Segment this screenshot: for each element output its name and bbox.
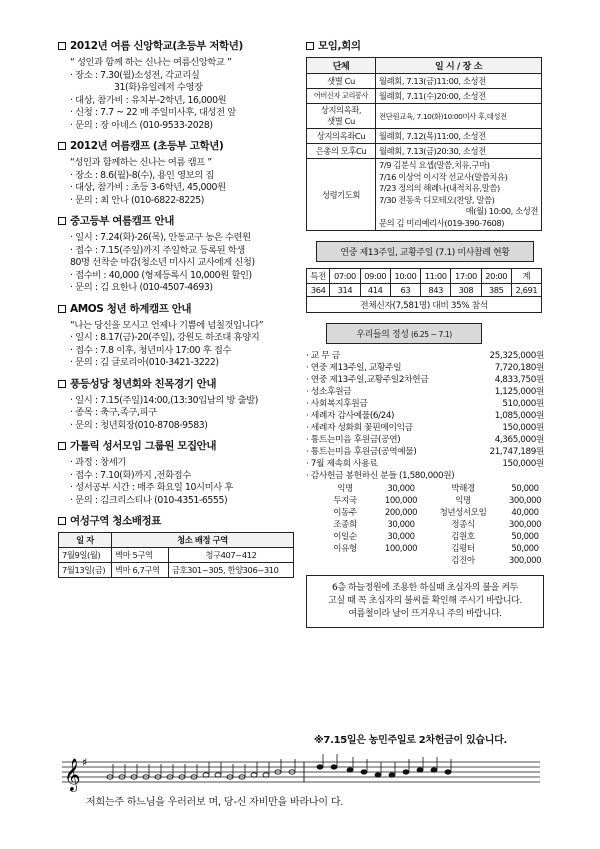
- offering-item: [306, 422, 544, 434]
- offering-item: [306, 458, 544, 470]
- note-head: [263, 773, 269, 777]
- donor-name: 조종희: [333, 519, 357, 530]
- info-line: · 문의 : 김 글로리아(010-3421-3222): [70, 357, 219, 368]
- offering-item: [306, 362, 544, 374]
- donor-amount: 50,000: [511, 543, 539, 554]
- offering-amount: 4,833,750원: [494, 375, 544, 385]
- offering-title: 우리들의 정성: [356, 330, 409, 340]
- offering-amount: 7,720,180원: [494, 363, 544, 373]
- table-row: [59, 548, 294, 563]
- note-head: [361, 770, 367, 774]
- table-cell: [307, 104, 376, 129]
- info-line: · 문의 : 청년회장(010-8708-9583): [70, 419, 208, 431]
- section-title: [58, 438, 298, 453]
- donor-list: [318, 483, 544, 567]
- offering-label: · 연중 제13주일,교황주일2차헌금: [306, 375, 429, 385]
- table-cell: 청구407~412: [168, 548, 293, 563]
- square-bullet-icon: [306, 42, 314, 50]
- donor-amount: 30,000: [387, 531, 415, 542]
- note-head: [445, 770, 451, 774]
- note-head: [215, 773, 221, 777]
- schedule-line: 7/23 정의의 해례나(내적치유,말씀): [379, 183, 500, 193]
- table-cell: 샛별 Cu: [307, 74, 376, 89]
- donor-name: 박해경: [451, 483, 475, 494]
- table-cell: 월례회, 7.12(목)11:00, 소성전: [376, 129, 542, 144]
- offering-item: [306, 434, 544, 446]
- notice-box: [306, 575, 544, 628]
- info-line: · 접수 : 7.10(화)까지 ,전화접수: [70, 469, 191, 481]
- table-cell: 월례회, 7.11(수)20:00, 소성전: [376, 89, 542, 104]
- offering-amount: 1,085,000원: [494, 411, 544, 421]
- donor-amount: 50,000: [511, 483, 539, 494]
- table-row: [307, 269, 542, 284]
- section-title: [58, 213, 298, 228]
- schedule-line: 문의 김 미리예리사(019-390-7608): [379, 217, 505, 228]
- offering-label: · 통트는미음 후원금(공역예물): [306, 447, 417, 457]
- info-line: · 성서공부 시간 : 매주 화요일 10시미사 후: [70, 482, 233, 493]
- table-cell: 전체신자(7,581명) 대비 35% 참석: [307, 297, 542, 313]
- table-cell: 314: [330, 284, 360, 297]
- table-cell: 벽마 6,7구역: [112, 563, 169, 578]
- note-head: [403, 770, 409, 774]
- table-cell: 벽마 5구역: [112, 548, 169, 563]
- notice-line: 6층 하늘정원에 조용한 하실때 초심자의 불을 켜두: [332, 582, 518, 593]
- table-header-cell: 07:00: [330, 269, 360, 284]
- section-slogan: “나는 당신을 모시고 언제나 기쁨에 넘칠것입니다”: [70, 319, 264, 331]
- info-line: · 과정 : 창세기: [70, 457, 126, 468]
- left-column: [58, 38, 298, 578]
- square-bullet-icon: [58, 42, 66, 50]
- donor-amount: 30,000: [387, 483, 415, 494]
- offering-amount: 510,000원: [502, 399, 544, 409]
- info-line: · 일시 : 7.24(화)-26(목), 안동교구 농은 수련원: [70, 232, 251, 243]
- info-line: · 대상, 참가비 : 초등 3-6학년, 45,000원: [70, 182, 226, 193]
- square-bullet-icon: [58, 517, 66, 525]
- info-line: · 대상, 참가비 : 유치부-2학년, 16,000원: [70, 94, 227, 106]
- offering-item: [306, 446, 544, 458]
- info-line: · 접수비 : 40,000 (형제등록시 10,000원 할인): [70, 269, 252, 281]
- section-title: [58, 513, 298, 528]
- mass-attendance-table: [306, 268, 542, 313]
- table-cell: 전단원교육, 7.10(화)10:00미사 후,대성전: [376, 104, 542, 129]
- donor-name: 익명: [455, 495, 471, 506]
- offering-amount: 4,365,000원: [494, 435, 544, 445]
- donor-name: 이동주: [333, 507, 357, 518]
- section-title: [58, 38, 298, 53]
- offering-item: [306, 386, 544, 398]
- notice-line: 여름철이라 날이 뜨거우니 주의 바랍니다.: [348, 608, 502, 619]
- table-cell: 63: [390, 284, 420, 297]
- table-header-cell: 10:00: [390, 269, 420, 284]
- table-cell: 월례회, 7.13(금)20:30, 소성전: [376, 144, 542, 159]
- notice-line: 고실 때 꼭 초심자의 불씨를 확인해 주시기 바랍니다.: [328, 595, 522, 606]
- info-line: · 일시 : 8.17(금)-20(주일), 강원도 하조대 휴양지: [70, 332, 260, 343]
- info-line: 31(화)유일레저 수영장: [114, 82, 203, 93]
- offering-range: (6.25 ~ 7.1): [410, 330, 452, 339]
- table-cell: 308: [451, 284, 481, 297]
- section-title-text: 2012년 여름 신앙학교(초등부 저학년): [70, 40, 243, 52]
- cleaning-table: [58, 532, 294, 578]
- schedule-line: 7/30 전동욱 디모테오(찬양, 말씀): [379, 194, 495, 205]
- table-header-cell: 계: [511, 269, 541, 284]
- note-head: [417, 768, 423, 772]
- donor-name: 김원호: [451, 531, 475, 542]
- table-header-cell: 17:00: [451, 269, 481, 284]
- table-header: 청소 배정 구역: [112, 533, 294, 548]
- table-cell: 은총의 모후Cu: [307, 144, 376, 159]
- note-head: [347, 768, 353, 772]
- group-name: 샛별 Cu: [327, 116, 355, 126]
- offering-label: · 연중 제13주일, 교황주일: [306, 363, 402, 373]
- table-header-cell: 20:00: [481, 269, 511, 284]
- section-title-text: 여성구역 청소배정표: [70, 515, 161, 527]
- section-title-text: 중고등부 여름캠프 안내: [70, 215, 174, 227]
- offering-item: [306, 374, 544, 386]
- info-line: · 종목 : 축구,족구,피구: [70, 407, 157, 418]
- sharp-icon: ♯: [82, 756, 88, 769]
- donor-row: [318, 543, 544, 555]
- table-row: [307, 89, 542, 104]
- table-cell: 상지의옥좌Cu: [307, 129, 376, 144]
- right-column: [306, 38, 544, 628]
- music-notes: [107, 754, 451, 782]
- donor-amount: [372, 555, 430, 567]
- offering-label: · 7월 제속회 사용료: [306, 459, 378, 469]
- section-title: [58, 376, 298, 391]
- square-bullet-icon: [58, 305, 66, 313]
- schedule-line: 매(월) 10:00, 소성전: [465, 206, 538, 216]
- schedule-line: 7/9 김분식 요셉(말씀,치유,구마): [379, 160, 490, 170]
- donor-row: [318, 483, 544, 495]
- treble-clef-icon: 𝄞: [64, 758, 81, 791]
- table-cell: 7월13일(금): [59, 563, 112, 578]
- offering-label: · 통트는미음 후원금(공연): [306, 435, 401, 445]
- table-header-cell: 09:00: [360, 269, 390, 284]
- table-cell: 7월9일(월): [59, 548, 112, 563]
- offering-banner: [326, 323, 482, 344]
- donor-amount: 30,000: [387, 519, 415, 530]
- note-head: [431, 768, 437, 772]
- info-line: 80명 선착순 마감(청소년 미사시 교사에게 신청): [70, 257, 255, 268]
- section-title: [306, 38, 544, 53]
- table-row: [307, 129, 542, 144]
- table-row: [307, 284, 542, 297]
- info-line: · 문의 : 김 요한나 (010-4507-4693): [70, 282, 213, 293]
- donor-name: 두지국: [333, 495, 357, 506]
- donor-amount: 50,000: [511, 531, 539, 542]
- section-title-text: AMOS 청년 하계캠프 안내: [70, 302, 192, 315]
- info-line: · 접수 : 7.8 이후, 청년미사 17:00 후 접수: [70, 344, 232, 356]
- info-line: · 문의 : 최 안나 (010-6822-8225): [70, 194, 204, 206]
- table-cell: 2,691: [511, 284, 541, 297]
- offering-amount: 1,125,000원: [494, 387, 544, 397]
- offering-amount: 150,000원: [502, 423, 544, 433]
- section-title-text: 풍등성당 청년회와 친목경기 안내: [70, 377, 217, 390]
- section-title-text: 모임,회의: [318, 40, 361, 52]
- note-head: [251, 773, 257, 777]
- table-cell: [376, 159, 542, 231]
- note-head: [331, 765, 337, 769]
- offering-label: · 성소후원금: [306, 387, 352, 397]
- donor-name: 청년성서모임: [439, 507, 487, 518]
- table-cell: 어버신자 교리봉사: [307, 89, 376, 104]
- table-header: 일 자: [59, 533, 112, 548]
- square-bullet-icon: [58, 442, 66, 450]
- donor-amount: 200,000: [384, 507, 418, 518]
- offering-list: [306, 350, 544, 470]
- donor-name: 정종식: [451, 519, 475, 530]
- offering-label: · 세례자 성화회 꽃핀메이익금: [306, 423, 413, 433]
- info-line: · 접수 : 7.15(주일)까지 주일학교 등록된 학생: [70, 244, 245, 256]
- donor-amount: 300,000: [508, 495, 542, 506]
- donor-name: 익명: [337, 483, 353, 494]
- thanks-line: · 감사헌금 봉헌하신 분들 (1,580,000원): [306, 471, 455, 481]
- section-title-text: 2012년 여름캠프 (초등부 고학년): [70, 140, 224, 152]
- donor-row: [318, 555, 544, 567]
- donor-amount: 300,000: [508, 519, 542, 530]
- donor-amount: 100,000: [384, 495, 418, 506]
- note-head: [317, 765, 323, 769]
- donor-amount: 100,000: [384, 543, 418, 554]
- section-slogan: “성인과 함께하는 신나는 여름 캠프 ”: [70, 157, 212, 168]
- offering-item: [306, 410, 544, 422]
- donor-row: [318, 495, 544, 507]
- offering-amount: 150,000원: [502, 459, 544, 469]
- table-row: [307, 144, 542, 159]
- offering-item: [306, 350, 544, 362]
- square-bullet-icon: [58, 217, 66, 225]
- donor-name: [318, 555, 372, 567]
- square-bullet-icon: [58, 142, 66, 150]
- table-cell: 843: [421, 284, 451, 297]
- table-cell: 364: [307, 284, 330, 297]
- donor-amount: 40,000: [511, 507, 539, 518]
- offering-label: · 세례자 감사예물(6/24): [306, 411, 395, 421]
- table-cell: 금호301~305, 한양306~310: [168, 563, 293, 578]
- offering-item: [306, 398, 544, 410]
- table-header-cell: 11:00: [421, 269, 451, 284]
- note-head: [375, 773, 381, 777]
- info-line: · 장소 : 7.30(월)소성전, 각교리실: [70, 69, 200, 81]
- table-row: [307, 297, 542, 313]
- section-slogan: “ 성인과 함께 하는 신나는 여름신앙학교 ”: [70, 57, 232, 68]
- offering-label: · 교 무 금: [306, 351, 340, 361]
- table-cell: 성령기도회: [307, 159, 376, 231]
- offering-amount: 21,747,189원: [489, 447, 544, 457]
- table-cell: 월례회, 7.13(금)11:00, 소성전: [376, 74, 542, 89]
- donor-name: 이유형: [333, 543, 357, 554]
- donor-row: [318, 519, 544, 531]
- info-line: · 문의 : 장 아네스 (010-9533-2028): [70, 119, 213, 131]
- group-name: 상지의옥좌,: [320, 105, 362, 115]
- table-cell: 385: [481, 284, 511, 297]
- donor-row: [318, 507, 544, 519]
- table-row: [307, 104, 542, 129]
- info-line: · 장소 : 8.6(월)-8(수), 용인 영보의 집: [70, 169, 214, 181]
- donor-name: 이일순: [333, 531, 357, 542]
- table-row: [307, 74, 542, 89]
- meeting-table: [306, 57, 542, 231]
- lyrics-line: 저희는주 하느님을 우러러보 며, 당-신 자비만을 바라나이 다.: [86, 797, 344, 808]
- donor-name: 김진아: [451, 555, 475, 566]
- donor-amount: 300,000: [508, 555, 542, 566]
- section-title: [58, 138, 298, 153]
- table-row: [59, 563, 294, 578]
- table-header: 단체: [307, 58, 376, 74]
- offering-label: · 사회복지후원금: [306, 399, 368, 409]
- square-bullet-icon: [58, 380, 66, 388]
- table-header-cell: 특전: [307, 269, 330, 284]
- note-head: [389, 773, 395, 777]
- donor-name: 김평터: [451, 543, 475, 554]
- info-line: · 일시 : 7.15(주일)14:00,(13:30입남의 방 출발): [70, 394, 259, 406]
- note-head: [203, 773, 209, 777]
- donor-row: [318, 531, 544, 543]
- offering-amount: 25,325,000원: [489, 351, 544, 361]
- table-row: [307, 159, 542, 231]
- schedule-line: 7/16 이상억 이시작 선교사(말씀치유): [379, 171, 508, 182]
- mass-attendance-banner: 연중 제13주일, 교황주일 (7.1) 미사참례 현황: [316, 241, 534, 262]
- table-cell: 414: [360, 284, 390, 297]
- table-header: 일 시 / 장 소: [376, 58, 542, 74]
- footnote: ※7.15일은 농민주일로 2차헌금이 있습니다.: [314, 735, 507, 746]
- info-line: · 신청 : 7.7 ~ 22 매 주일미사후, 대성전 앞: [70, 107, 236, 118]
- section-title: [58, 301, 298, 316]
- section-title-text: 가톨릭 성서모임 그룹원 모집안내: [70, 440, 217, 452]
- info-line: · 문의 : 김크리스티나 (010-4351-6555): [70, 494, 228, 506]
